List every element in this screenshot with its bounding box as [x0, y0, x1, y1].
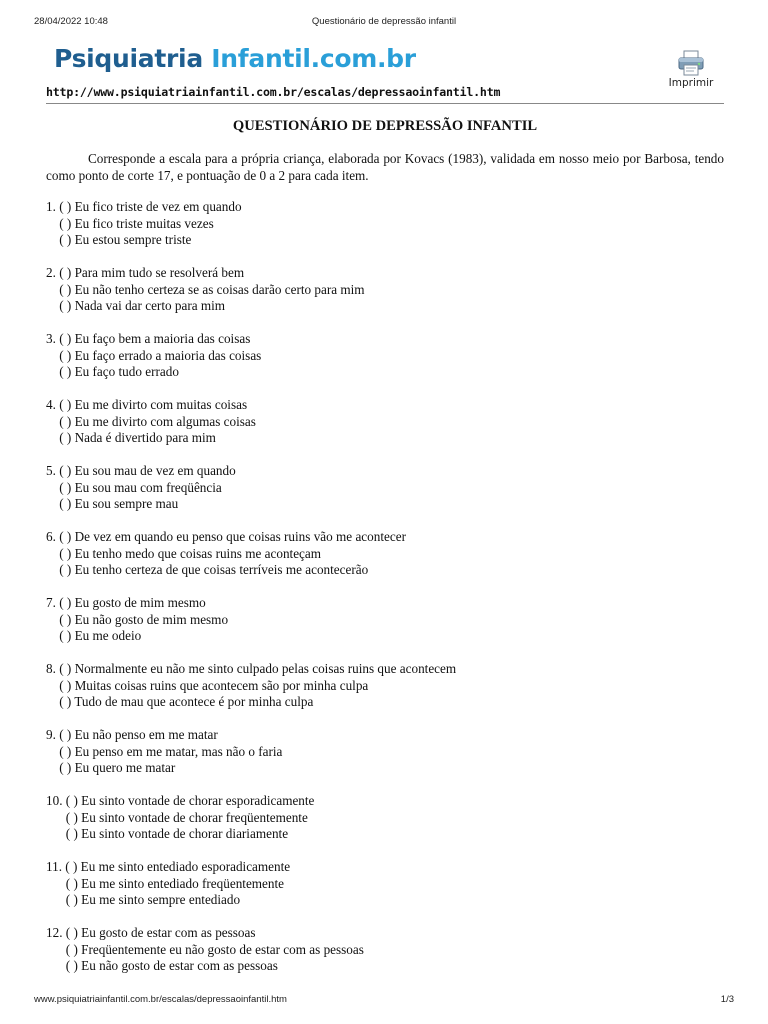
question-option: ( ) Eu não gosto de estar com as pessoas [46, 958, 278, 973]
page-number: 1/3 [720, 994, 734, 1005]
print-page-title: Questionário de depressão infantil [311, 16, 457, 27]
question-option: 6. ( ) De vez em quando eu penso que coisas ruins vão me acontecer [46, 529, 406, 544]
question-item [46, 265, 724, 315]
question-option: 11. ( ) Eu me sinto entediado esporadicamente [46, 859, 291, 874]
logo-text-psiquiatria: Psiquiatria [54, 44, 212, 73]
question-option: ( ) Eu faço tudo errado [46, 364, 179, 379]
question-option: ( ) Eu sou mau com freqüência [46, 479, 222, 495]
question-option: ( ) Eu fico triste muitas vezes [46, 215, 214, 231]
question-option: ( ) Eu faço errado a maioria das coisas [46, 347, 262, 363]
question-option: ( ) Eu sinto vontade de chorar diariamente [46, 826, 289, 841]
question-option: ( ) Eu tenho medo que coisas ruins me aconteçam [46, 545, 322, 561]
intro-paragraph: Corresponde a escala para a própria criança, elaborada por Kovacs (1983), validada em nosso meio por Barbosa, tendo como ponto de corte 17, e pontuação de 0 a 2 para cada item. [46, 151, 724, 183]
question-item [46, 727, 724, 777]
question-option: ( ) Tudo de mau que acontece é por minha culpa [46, 694, 314, 709]
question-item [46, 859, 724, 909]
print-datetime: 28/04/2022 10:48 [34, 16, 108, 27]
print-button-label: Imprimir [668, 77, 714, 89]
question-option: ( ) Eu não gosto de mim mesmo [46, 611, 229, 627]
question-option: ( ) Eu não tenho certeza se as coisas darão certo para mim [46, 281, 365, 297]
question-item [46, 199, 724, 249]
question-item [46, 925, 724, 975]
question-option: ( ) Nada é divertido para mim [46, 430, 216, 445]
logo-text-infantil: Infantil.com.br [211, 44, 416, 73]
question-option: ( ) Nada vai dar certo para mim [46, 298, 226, 313]
question-item [46, 595, 724, 645]
question-option: 8. ( ) Normalmente eu não me sinto culpado pelas coisas ruins que acontecem [46, 661, 457, 676]
question-option: 1. ( ) Eu fico triste de vez em quando [46, 199, 242, 214]
question-item [46, 331, 724, 381]
question-option: 3. ( ) Eu faço bem a maioria das coisas [46, 331, 251, 346]
question-option: ( ) Eu me sinto entediado freqüentemente [46, 875, 285, 891]
question-item [46, 793, 724, 843]
question-item [46, 661, 724, 711]
question-option: 12. ( ) Eu gosto de estar com as pessoas [46, 925, 256, 940]
print-button[interactable] [660, 50, 722, 89]
printer-icon [677, 50, 705, 76]
header-divider [46, 103, 724, 104]
question-option: 5. ( ) Eu sou mau de vez em quando [46, 463, 236, 478]
question-option: ( ) Eu sou sempre mau [46, 496, 179, 511]
document-body [46, 116, 724, 991]
question-item [46, 463, 724, 513]
question-option: 9. ( ) Eu não penso em me matar [46, 727, 218, 742]
question-option: ( ) Eu penso em me matar, mas não o faria [46, 743, 283, 759]
document-title: QUESTIONÁRIO DE DEPRESSÃO INFANTIL [232, 118, 538, 134]
question-option: ( ) Eu me odeio [46, 628, 142, 643]
question-list [46, 199, 724, 975]
question-option: ( ) Eu me divirto com algumas coisas [46, 413, 256, 429]
question-option: 4. ( ) Eu me divirto com muitas coisas [46, 397, 248, 412]
question-option: ( ) Freqüentemente eu não gosto de estar com as pessoas [46, 941, 364, 957]
question-option: ( ) Eu sinto vontade de chorar freqüentemente [46, 809, 308, 825]
question-option: 7. ( ) Eu gosto de mim mesmo [46, 595, 206, 610]
question-option: ( ) Muitas coisas ruins que acontecem são por minha culpa [46, 677, 369, 693]
question-option: ( ) Eu me sinto sempre entediado [46, 892, 241, 907]
site-url-link[interactable]: http://www.psiquiatriainfantil.com.br/escalas/depressaoinfantil.htm [46, 85, 501, 99]
question-item [46, 529, 724, 579]
question-option: ( ) Eu estou sempre triste [46, 232, 192, 247]
site-logo[interactable] [54, 46, 416, 71]
question-option: 2. ( ) Para mim tudo se resolverá bem [46, 265, 245, 280]
question-option: ( ) Eu tenho certeza de que coisas terríveis me acontecerão [46, 562, 369, 577]
question-option: 10. ( ) Eu sinto vontade de chorar esporadicamente [46, 793, 315, 808]
question-item [46, 397, 724, 447]
footer-url: www.psiquiatriainfantil.com.br/escalas/depressaoinfantil.htm [34, 994, 287, 1005]
question-option: ( ) Eu quero me matar [46, 760, 176, 775]
